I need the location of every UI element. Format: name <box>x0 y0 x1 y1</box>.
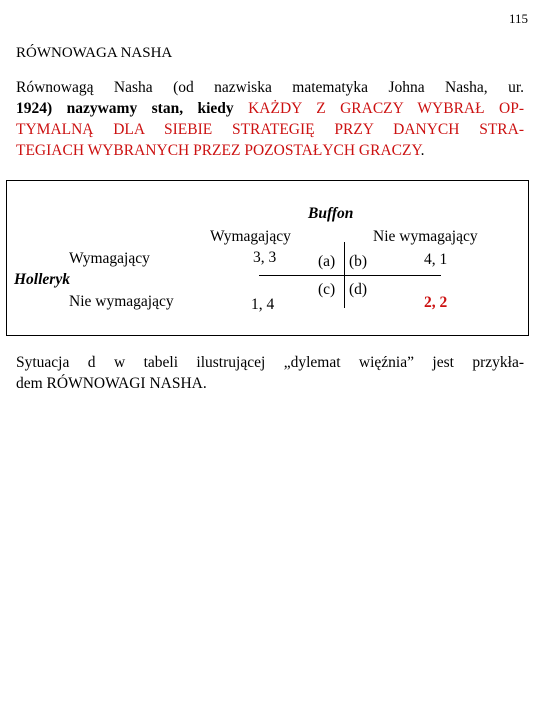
conclusion-line-2: dem RÓWNOWAGI NASHA. <box>16 375 207 392</box>
row-strategy-1: Wymagający <box>69 250 150 267</box>
column-strategy-1: Wymagający <box>210 228 291 245</box>
column-strategy-2: Nie wymagający <box>373 228 478 245</box>
conclusion-paragraph <box>16 352 524 394</box>
row-strategy-2: Nie wymagający <box>69 293 174 310</box>
page-number: 115 <box>509 11 529 26</box>
table-horizontal-divider <box>259 275 441 276</box>
definition-line-4 <box>16 140 524 161</box>
row-player-name: Holleryk <box>14 271 70 288</box>
cell-label-c: (c) <box>318 281 336 298</box>
payoff-cell-a: 3, 3 <box>253 249 277 266</box>
payoff-cell-b: 4, 1 <box>424 251 448 268</box>
definition-line-2 <box>16 98 524 119</box>
table-vertical-divider <box>344 242 345 308</box>
definition-highlight-3: TEGIACH WYBRANYCH PRZEZ POZOSTAŁYCH GRACZY <box>16 142 421 159</box>
section-title: RÓWNOWAGA NASHA <box>16 45 173 61</box>
definition-paragraph <box>16 77 524 161</box>
definition-line-1: Równowagą Nasha (od nazwiska matematyka Johna Nasha, ur. <box>16 79 524 96</box>
conclusion-line-1: Sytuacja d w tabeli ilustrującej „dylemat więźnia” jest przykła- <box>16 354 524 371</box>
cell-label-d: (d) <box>349 281 368 298</box>
payoff-cell-c: 1, 4 <box>251 296 275 313</box>
definition-period: . <box>420 142 425 159</box>
column-player-name: Buffon <box>308 205 354 222</box>
payoff-table-box <box>6 180 529 336</box>
cell-label-a: (a) <box>318 253 336 270</box>
payoff-cell-d: 2, 2 <box>424 294 448 311</box>
definition-highlight-2: TYMALNĄ DLA SIEBIE STRATEGIĘ PRZY DANYCH STRA- <box>16 121 524 138</box>
definition-line-2-text: 1924) nazywamy stan, kiedy <box>16 100 249 117</box>
cell-label-b: (b) <box>349 253 368 270</box>
definition-highlight-1: KAŻDY Z GRACZY WYBRAŁ OP- <box>248 100 524 117</box>
